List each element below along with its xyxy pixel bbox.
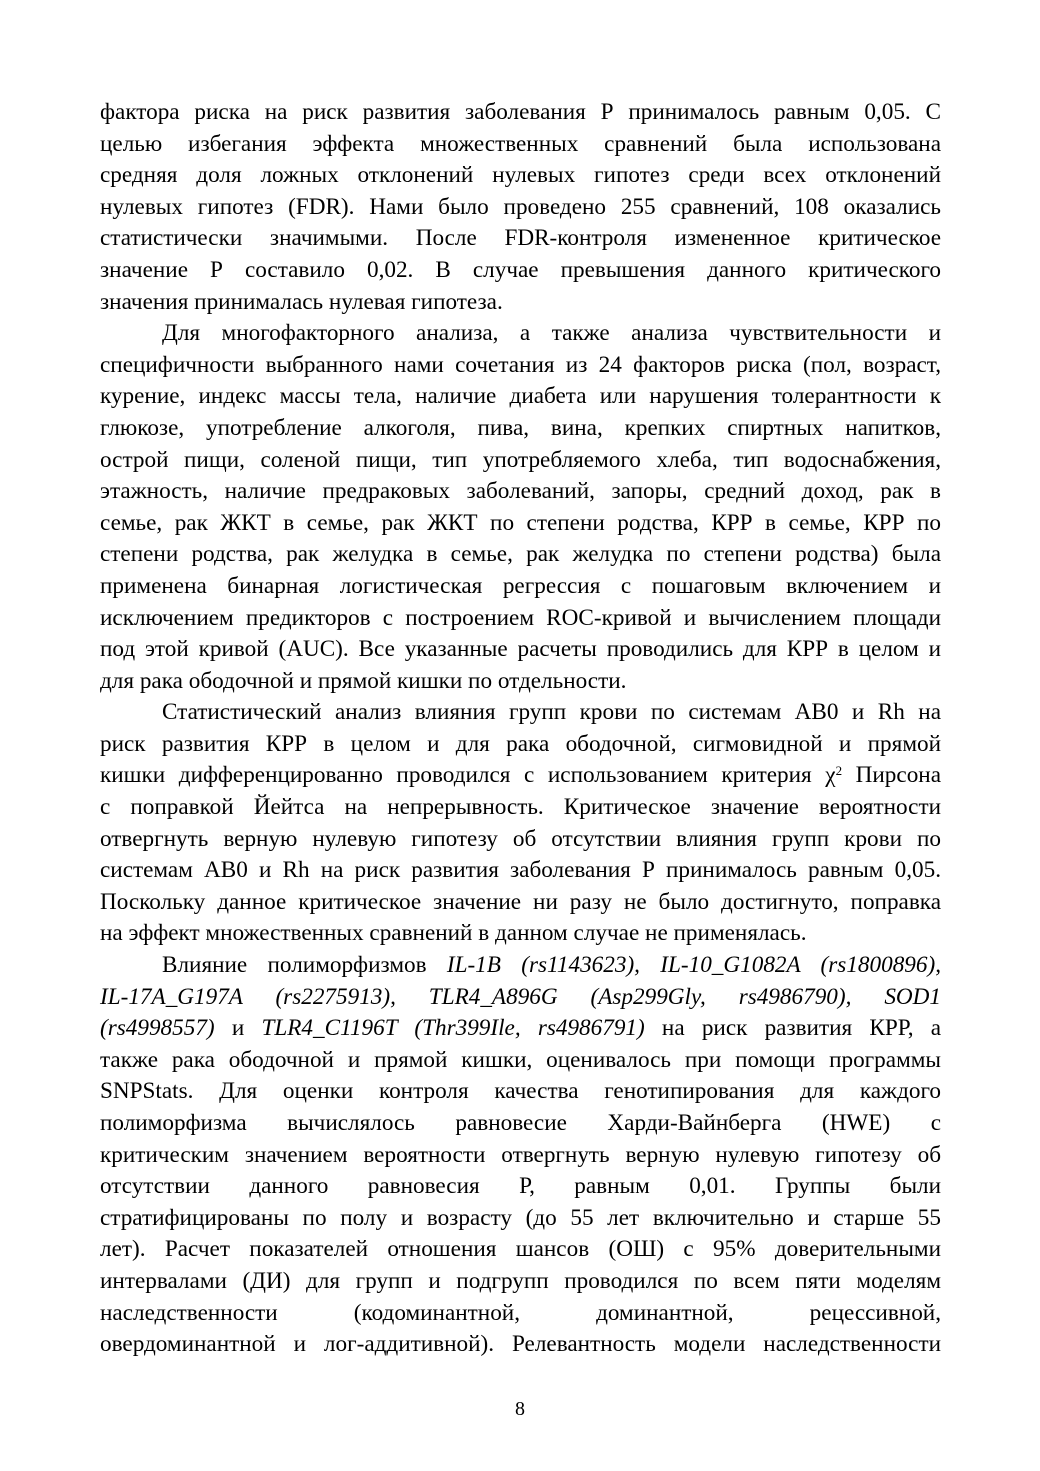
document-body — [100, 97, 941, 1361]
text-segment: стратифицированы по полу и возрасту (до 55 лет включительно и старше 55 — [100, 1204, 941, 1231]
text-line — [100, 855, 941, 887]
text-line — [100, 1329, 941, 1361]
text-line — [100, 887, 941, 919]
text-line — [100, 287, 941, 319]
text-line-content: под этой кривой (AUC). Все указанные расчеты проводились для КРР в целом и — [100, 636, 941, 663]
text-line-content: статистически значимыми. После FDR-контроля измененное критическое — [100, 225, 941, 252]
text-line-content: нулевых гипотез (FDR). Нами было проведено 255 сравнений, 108 оказались — [100, 193, 941, 220]
italic-gene-name: IL-1B (rs1143623), IL-10_G1082A (rs1800896), — [446, 952, 941, 979]
text-line — [100, 1140, 941, 1172]
text-segment: критическим значением вероятности отвергнуть верную нулевую гипотезу об — [100, 1141, 941, 1168]
text-line — [100, 729, 941, 761]
text-line — [100, 1171, 941, 1203]
text-line — [100, 1203, 941, 1235]
text-line — [100, 192, 941, 224]
page-number: 8 — [515, 1398, 525, 1420]
text-line — [100, 1076, 941, 1108]
text-line — [100, 1045, 941, 1077]
text-line — [100, 666, 941, 698]
text-line-content: риск развития КРР в целом и для рака ободочной, сигмовидной и прямой — [100, 730, 941, 757]
text-line-content: Статистический анализ влияния групп крови по системам AB0 и Rh на — [162, 699, 941, 726]
text-line — [100, 350, 941, 382]
text-line — [100, 697, 941, 729]
text-segment: SNPStats. Для оценки контроля качества генотипирования для каждого — [100, 1078, 941, 1105]
text-line — [100, 381, 941, 413]
italic-gene-name: (rs4998557) — [100, 1015, 215, 1042]
text-line — [100, 223, 941, 255]
italic-gene-name: IL-17A_G197A (rs2275913), TLR4_A896G (Asp299Gly, rs4986790), SOD1 — [100, 983, 941, 1010]
text-line — [100, 445, 941, 477]
text-line — [100, 1013, 941, 1045]
text-line-content: этажность, наличие предраковых заболеваний, запоры, средний доход, рак в — [100, 478, 941, 505]
text-line — [100, 792, 941, 824]
superscript: 2 — [835, 763, 843, 779]
text-line — [100, 318, 941, 350]
text-line — [100, 918, 941, 950]
text-segment: и — [214, 1015, 262, 1042]
text-line-content: острой пищи, соленой пищи, тип употребляемого хлеба, тип водоснабжения, — [100, 446, 941, 473]
text-line-content: исключением предикторов с построением ROC-кривой и вычислением площади — [100, 604, 941, 631]
text-line — [100, 1108, 941, 1140]
text-line — [100, 129, 941, 161]
text-line-content: степени родства, рак желудка в семье, рак желудка по степени родства) была — [100, 541, 941, 568]
text-line-content: Для многофакторного анализа, а также анализа чувствительности и — [162, 320, 941, 347]
text-line — [100, 1298, 941, 1330]
text-line — [100, 634, 941, 666]
text-line — [100, 476, 941, 508]
text-line-content: значения принималась нулевая гипотеза. — [100, 288, 503, 315]
text-line-content: глюкозе, употребление алкоголя, пива, вина, крепких спиртных напитков, — [100, 414, 941, 441]
text-line-content: специфичности выбранного нами сочетания из 24 факторов риска (пол, возраст, — [100, 351, 941, 378]
text-line-content: применена бинарная логистическая регрессия с пошаговым включением и — [100, 572, 941, 599]
text-segment: отсутствии данного равновесия Р, равным 0,01. Группы были — [100, 1173, 941, 1200]
text-line — [100, 539, 941, 571]
text-line-content: курение, индекс массы тела, наличие диабета или нарушения толерантности к — [100, 383, 941, 410]
text-line — [100, 603, 941, 635]
text-segment: также рака ободочной и прямой кишки, оценивалось при помощи программы — [100, 1046, 941, 1073]
text-line — [100, 508, 941, 540]
text-line-content: фактора риска на риск развития заболевания Р принималось равным 0,05. С — [100, 99, 941, 125]
text-segment: полиморфизма вычислялось равновесие Харди-Вайнберга (HWE) с — [100, 1110, 941, 1136]
text-line — [100, 255, 941, 287]
text-segment: на риск развития КРР, а — [644, 1015, 941, 1042]
text-line-continuation: Пирсона — [842, 762, 941, 789]
text-line — [100, 950, 941, 982]
text-segment: лет). Расчет показателей отношения шансов (ОШ) с 95% доверительными — [100, 1236, 941, 1263]
text-line-content: кишки дифференцированно проводился с использованием критерия χ — [100, 762, 836, 789]
text-line — [100, 413, 941, 445]
text-line — [100, 982, 941, 1014]
text-segment: наследственности (кодоминантной, доминантной, рецессивной, — [100, 1299, 941, 1326]
text-line-content: семье, рак ЖКТ в семье, рак ЖКТ по степени родства, КРР в семье, КРР по — [100, 509, 941, 536]
text-line — [100, 1234, 941, 1266]
text-segment: овердоминантной и лог-аддитивной). Релевантность модели наследственности — [100, 1331, 941, 1358]
text-line — [100, 760, 941, 792]
text-line-content: значение Р составило 0,02. В случае превышения данного критического — [100, 256, 941, 283]
text-segment: Влияние полиморфизмов — [162, 952, 447, 979]
text-line-content: отвергнуть верную нулевую гипотезу об отсутствии влияния групп крови по — [100, 825, 941, 852]
text-line-content: для рака ободочной и прямой кишки по отдельности. — [100, 667, 627, 694]
text-line-content: на эффект множественных сравнений в данном случае не применялась. — [100, 920, 807, 947]
text-line-content: системам AB0 и Rh на риск развития заболевания Р принималось равным 0,05. — [100, 857, 941, 884]
text-line-content: Поскольку данное критическое значение ни разу не было достигнуто, поправка — [100, 888, 941, 915]
text-line-content: целью избегания эффекта множественных сравнений была использована — [100, 130, 941, 157]
text-line-content: с поправкой Йейтса на непрерывность. Критическое значение вероятности — [100, 794, 941, 821]
text-line — [100, 571, 941, 603]
text-line — [100, 1266, 941, 1298]
text-line-content: средняя доля ложных отклонений нулевых гипотез среди всех отклонений — [100, 162, 941, 189]
text-line — [100, 824, 941, 856]
text-line — [100, 97, 941, 129]
text-line — [100, 160, 941, 192]
text-segment: интервалами (ДИ) для групп и подгрупп проводился по всем пяти моделям — [100, 1267, 941, 1294]
italic-gene-name: TLR4_C1196T (Thr399Ile, rs4986791) — [261, 1015, 645, 1042]
